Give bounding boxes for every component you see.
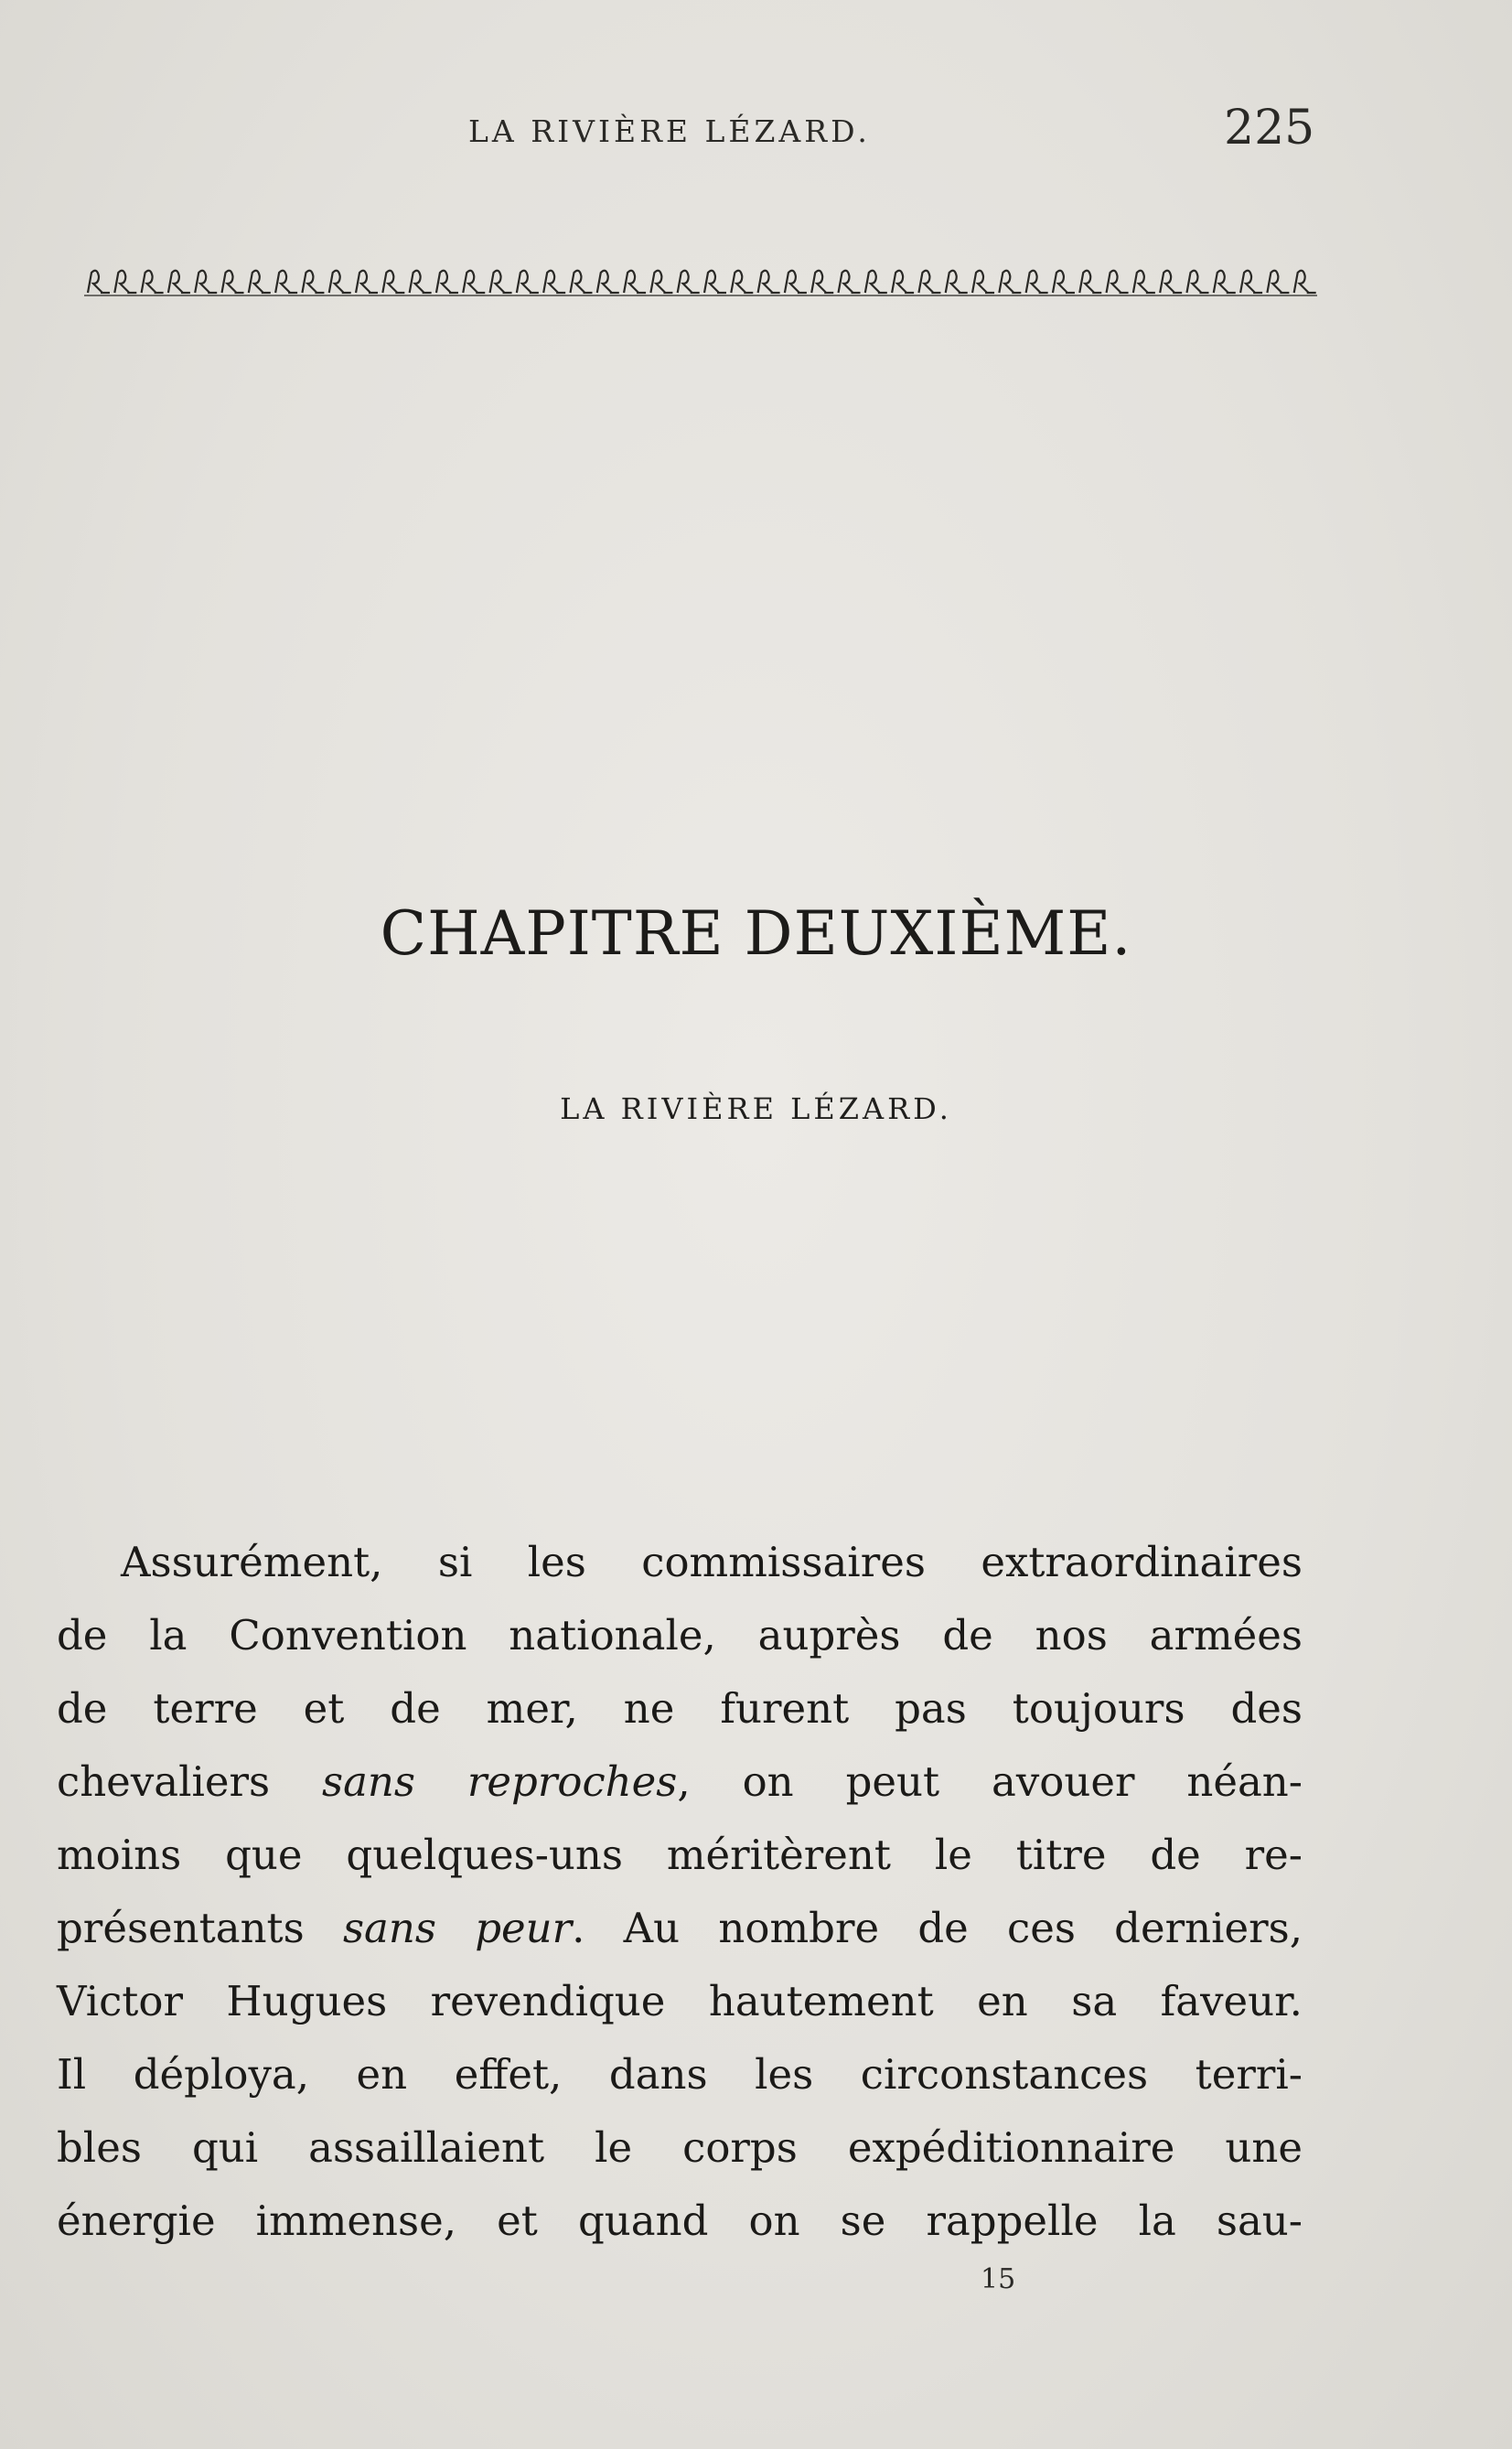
signature-mark: 15 [981, 2263, 1016, 2295]
ornament-glyph [222, 271, 244, 293]
ornament-glyph [650, 271, 672, 293]
ornament-glyph [731, 271, 753, 293]
ornament-glyph [436, 271, 458, 293]
page-number: 225 [1224, 101, 1315, 156]
ornament-glyph [195, 271, 217, 293]
body-line: Victor Hugues revendique hautement en sa faveur. [57, 1977, 1303, 2025]
ornament-glyph [1294, 271, 1316, 293]
ornament-glyph [892, 271, 914, 293]
running-title: LA RIVIÈRE LÉZARD. [468, 113, 871, 149]
ornament-glyph [543, 271, 565, 293]
ornament-glyph [1160, 271, 1182, 293]
italic-phrase: sans peur [342, 1904, 573, 1952]
ornament-glyph [1267, 271, 1289, 293]
ornament-glyph [1214, 271, 1236, 293]
body-line: chevaliers sans reproches, on peut avouer néan- [57, 1757, 1303, 1806]
ornament-glyph [356, 271, 378, 293]
ornament-glyph [972, 271, 994, 293]
ornament-glyph [302, 271, 324, 293]
ornament-glyph [624, 271, 646, 293]
ornamental-rule [84, 265, 1317, 302]
ornament-glyph [946, 271, 968, 293]
body-line: Assurément, si les commissaires extraordinaires [121, 1538, 1303, 1586]
ornament-glyph [382, 271, 404, 293]
ornament-glyph [785, 271, 807, 293]
ornament-glyph [463, 271, 485, 293]
ornament-glyph [1133, 271, 1155, 293]
ornament-glyph [570, 271, 592, 293]
ornament-glyph [410, 271, 432, 293]
body-line: énergie immense, et quand on se rappelle la sau- [57, 2197, 1303, 2245]
ornament-glyph [918, 271, 940, 293]
ornament-glyph [704, 271, 726, 293]
ornament-glyph [490, 271, 512, 293]
chapter-subtitle: LA RIVIÈRE LÉZARD. [560, 1091, 952, 1126]
ornament-glyph [168, 271, 190, 293]
ornament-glyph [142, 271, 164, 293]
ornament-glyph [758, 271, 780, 293]
ornament-glyph [114, 271, 136, 293]
ornament-glyph [1026, 271, 1048, 293]
body-line: présentants sans peur. Au nombre de ces derniers, [57, 1904, 1303, 1952]
body-line: bles qui assaillaient le corps expéditionnaire une [57, 2123, 1303, 2172]
italic-phrase: sans reproches [322, 1757, 678, 1806]
ornament-glyph [1240, 271, 1262, 293]
ornament-glyph [811, 271, 833, 293]
ornament-glyph [249, 271, 271, 293]
body-line: moins que quelques-uns méritèrent le titre de re- [57, 1831, 1303, 1879]
ornament-glyph [597, 271, 619, 293]
ornament-glyph [1107, 271, 1129, 293]
ornament-glyph [275, 271, 297, 293]
ornament-glyph [839, 271, 861, 293]
ornament-glyph [1186, 271, 1208, 293]
ornament-glyph [865, 271, 887, 293]
ornament-glyph [517, 271, 539, 293]
ornament-glyph [329, 271, 351, 293]
running-head [0, 101, 1512, 163]
body-line: de la Convention nationale, auprès de nos armées [57, 1611, 1303, 1660]
ornament-glyph [1053, 271, 1075, 293]
body-line: Il déploya, en effet, dans les circonstances terri- [57, 2050, 1303, 2099]
ornament-glyph [678, 271, 700, 293]
ornament-glyph [999, 271, 1021, 293]
body-line: de terre et de mer, ne furent pas toujours des [57, 1684, 1303, 1733]
ornament-glyph [88, 271, 110, 293]
ornament-glyph [1079, 271, 1101, 293]
chapter-title: CHAPITRE DEUXIÈME. [380, 898, 1132, 969]
body-text [57, 1526, 1303, 2258]
